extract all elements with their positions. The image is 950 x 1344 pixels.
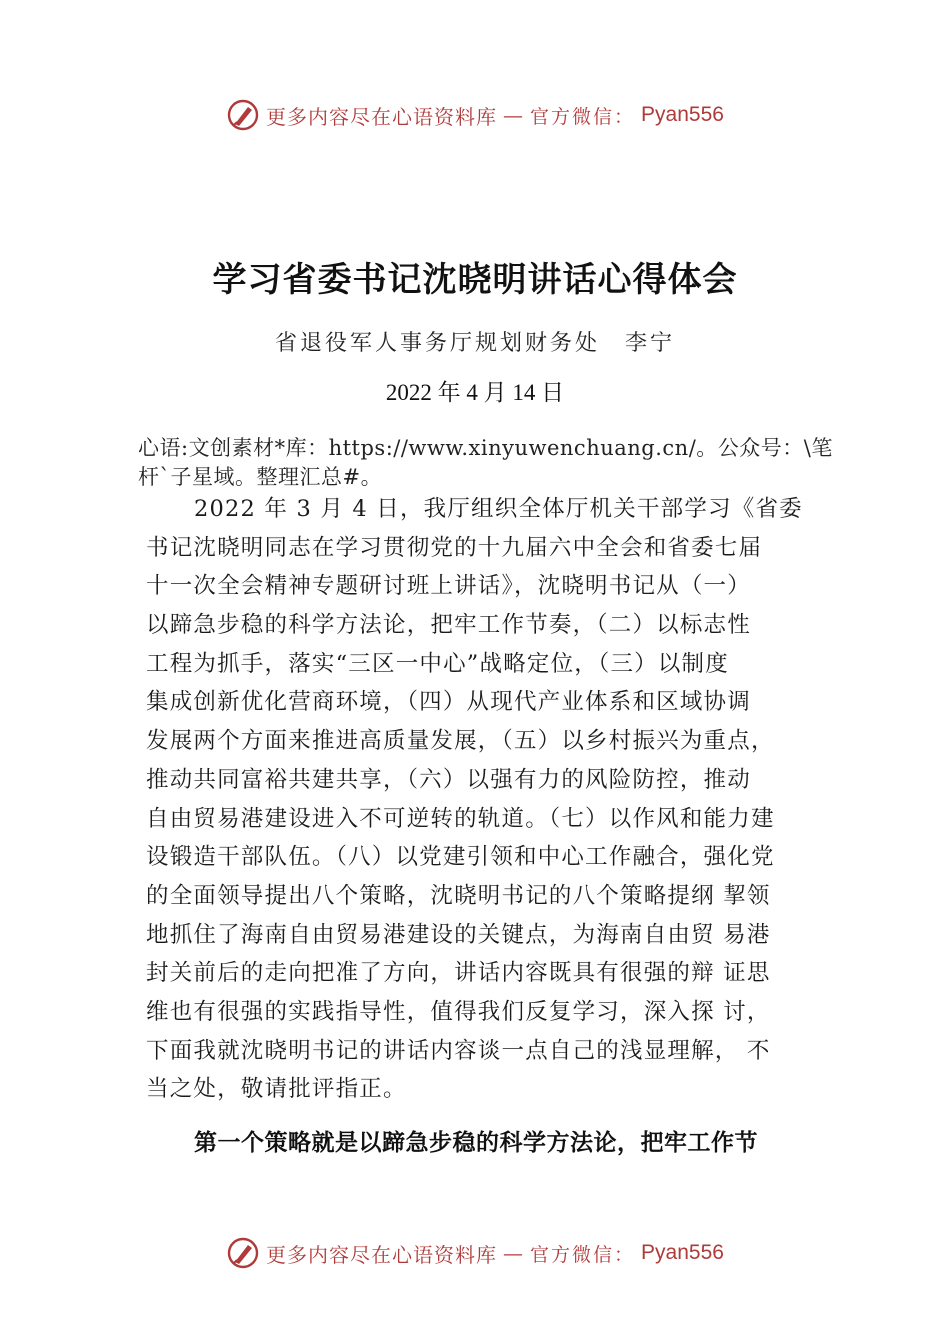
body-line: 的全面领导提出八个策略，沈晓明书记的八个策略提纲 挈领 (146, 882, 771, 909)
body-paragraph (146, 490, 846, 1109)
body-line: 自由贸易港建设进入不可逆转的轨道。（七）以作风和能力建 (146, 805, 775, 832)
body-line: 封关前后的走向把准了方向，讲话内容既具有很强的辩 证思 (146, 960, 771, 987)
document-title: 学习省委书记沈晓明讲话心得体会 (212, 260, 738, 300)
body-line: 发展两个方面来推进高质量发展，（五）以乡村振兴为重点， (146, 728, 775, 755)
banner-wechat-id: Pyan556 (641, 103, 724, 126)
body-line: 维也有很强的实践指导性，值得我们反复学习，深入探 讨， (146, 998, 771, 1025)
body-line: 十一次全会精神专题研讨班上讲话》，沈晓明书记从（一） (146, 573, 751, 600)
banner-wechat-id: Pyan556 (641, 1241, 724, 1264)
pen-seal-logo-icon (226, 98, 260, 132)
body-line: 设锻造干部队伍。（八）以党建引领和中心工作融合，强化党 (146, 844, 775, 871)
banner-wechat-label: 官方微信： (530, 1243, 636, 1266)
body-line: 集成创新优化营商环境，（四）从现代产业体系和区域协调 (146, 689, 751, 716)
document-author: 省退役军人事务厅规划财务处 李宁 (274, 331, 675, 356)
body-line: 书记沈晓明同志在学习贯彻党的十九届六中全会和省委七届 (146, 534, 763, 561)
banner-dash: — (503, 103, 525, 127)
pen-seal-logo-icon (226, 1236, 260, 1270)
banner-wechat-label: 官方微信： (530, 105, 636, 128)
body-line: 工程为抓手，落实“三区一中心”战略定位，（三）以制度 (146, 650, 729, 677)
body-line: 下面我就沈晓明书记的讲话内容谈一点自己的浅显理解， 不 (146, 1037, 771, 1064)
body-line: 以蹄急步稳的科学方法论，把牢工作节奏，（二）以标志性 (146, 612, 751, 639)
body-line: 2022 年 3 月 4 日，我厅组织全体厅机关干部学习《省委 (194, 496, 803, 522)
header-watermark-banner (0, 95, 950, 135)
body-line: 当之处，敬请批评指正。 (146, 1076, 407, 1103)
banner-text: 更多内容尽在心语资料库 (266, 1242, 498, 1267)
section-heading: 第一个策略就是以蹄急步稳的科学方法论，把牢工作节 (194, 1130, 758, 1156)
banner-text: 更多内容尽在心语资料库 (266, 104, 498, 129)
document-date: 2022 年 4 月 14 日 (385, 380, 565, 405)
body-line: 推动共同富裕共建共享，（六）以强有力的风险防控，推动 (146, 766, 751, 793)
banner-dash: — (503, 1241, 525, 1265)
body-line: 地抓住了海南自由贸易港建设的关键点，为海南自由贸 易港 (146, 921, 771, 948)
footer-watermark-banner (0, 1233, 950, 1273)
source-note: 心语:文创素材*库：https://www.xinyuwenchuang.cn/。公众号：\笔杆`子星域。整理汇总#。 (138, 436, 833, 489)
